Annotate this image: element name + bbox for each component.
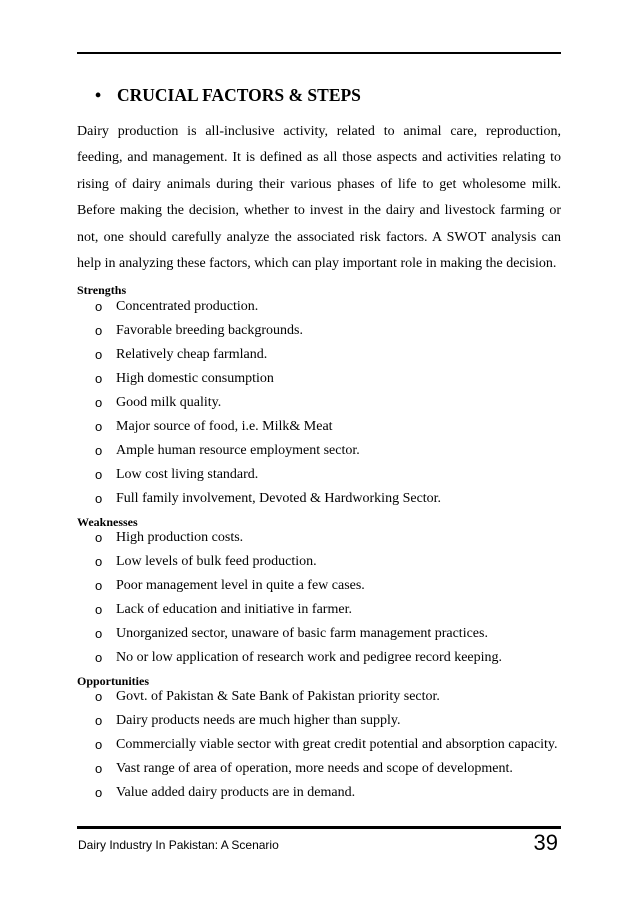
heading-text: CRUCIAL FACTORS & STEPS xyxy=(117,85,361,105)
page-number: 39 xyxy=(533,830,558,855)
intro-paragraph: Dairy production is all-inclusive activity, related to animal care, reproduction, feeding, and management. It is defined as all those aspects and activities relating to rising of dairy animals during their various phases of life to get wholesome milk. Before making the decision, whether to invest in the dairy and livestock farming or not, one should carefully analyze the associated risk factors. A SWOT analysis can help in analyzing these factors, which can play important role in making the decision. xyxy=(77,124,561,272)
footer-title: Dairy Industry In Pakistan: A Scenario xyxy=(78,838,279,852)
opportunities-title: Opportunities xyxy=(77,674,150,688)
weaknesses-title: Weaknesses xyxy=(77,515,138,529)
header-rule xyxy=(77,52,561,54)
heading-bullet: • xyxy=(95,85,102,105)
strengths-title: Strengths xyxy=(77,283,127,297)
footer-rule xyxy=(77,826,561,829)
section-heading xyxy=(95,85,361,106)
